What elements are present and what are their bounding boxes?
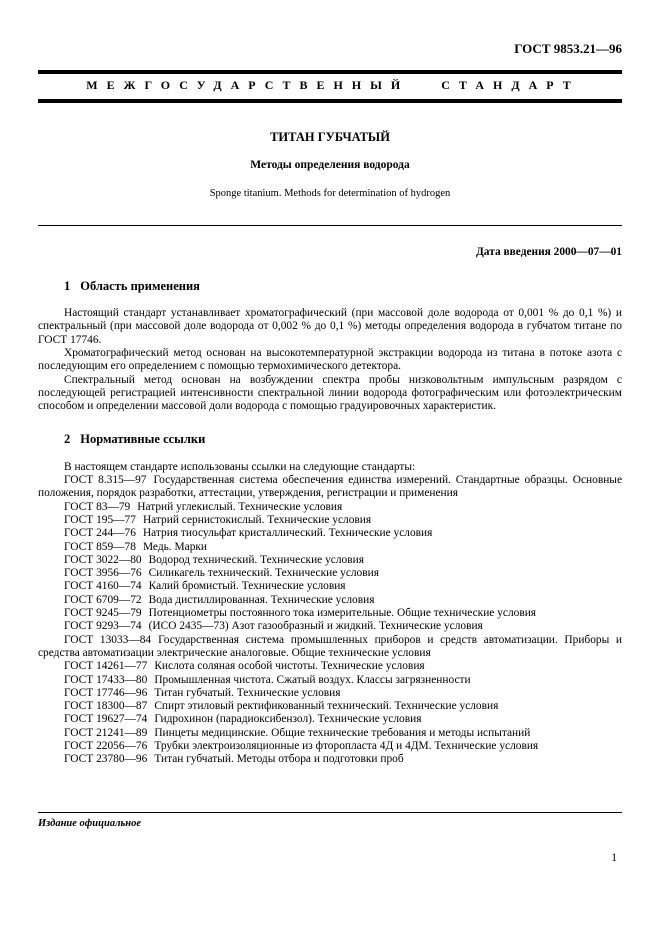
reference-title: Спирт этиловый ректификованный технический. Технические условия xyxy=(154,700,499,713)
section-2-heading xyxy=(64,433,622,446)
reference-item xyxy=(38,687,622,700)
reference-title: Водород технический. Технические условия xyxy=(148,553,364,566)
reference-item xyxy=(38,554,622,567)
reference-title: Кислота соляная особой чистоты. Технические условия xyxy=(154,660,425,673)
reference-code: ГОСТ 4160—74 xyxy=(64,580,142,593)
section-2-number: 2 xyxy=(64,432,71,447)
reference-code: ГОСТ 3022—80 xyxy=(64,553,142,566)
document-subtitle: Методы определения водорода xyxy=(250,158,410,171)
document-subtitle-english: Sponge titanium. Methods for determination of hydrogen xyxy=(209,188,451,200)
reference-item xyxy=(38,740,622,753)
reference-item xyxy=(38,567,622,580)
reference-title: Потенциометры постоянного тока измерительные. Общие технические условия xyxy=(148,607,537,620)
reference-code: ГОСТ 19627—74 xyxy=(64,713,148,726)
document-title: ТИТАН ГУБЧАТЫЙ xyxy=(270,129,390,144)
reference-title: Титан губчатый. Технические условия xyxy=(154,686,341,699)
page-number: 1 xyxy=(611,852,617,864)
reference-code: ГОСТ 18300—87 xyxy=(64,700,148,713)
scope-paragraph: Хроматографический метод основан на высокотемпературной экстракции водорода из титана в потоке азота с последующим его определением с помощью термохимического детектора. xyxy=(38,346,622,373)
scope-paragraphs xyxy=(38,307,622,413)
reference-item xyxy=(38,660,622,673)
reference-item xyxy=(38,594,622,607)
reference-code: ГОСТ 17433—80 xyxy=(64,673,148,686)
reference-code: ГОСТ 17746—96 xyxy=(64,686,148,699)
reference-item xyxy=(38,474,622,501)
section-1-heading xyxy=(64,280,622,293)
reference-item xyxy=(38,700,622,713)
reference-code: ГОСТ 3956—76 xyxy=(64,567,142,580)
reference-title: Промышленная чистота. Сжатый воздух. Классы загрязненности xyxy=(154,673,471,686)
reference-title: Вода дистиллированная. Технические условия xyxy=(148,593,375,606)
reference-item xyxy=(38,713,622,726)
reference-title: Натрий углекислый. Технические условия xyxy=(137,500,343,513)
reference-title: Силикагель технический. Технические условия xyxy=(148,567,379,580)
reference-title: Государственная система обеспечения единства измерений. Стандартные образцы. Основные положения, порядок разработки, аттестации, утверждения, регистрации и применения xyxy=(38,474,623,500)
reference-code: ГОСТ 9245—79 xyxy=(64,607,142,620)
footer-divider xyxy=(38,812,622,813)
reference-title: Медь. Марки xyxy=(142,540,208,553)
reference-code: ГОСТ 6709—72 xyxy=(64,593,142,606)
reference-item xyxy=(38,607,622,620)
references-list xyxy=(38,474,622,767)
reference-item xyxy=(38,527,622,540)
reference-title: Калий бромистый. Технические условия xyxy=(148,580,346,593)
scope-paragraph: Спектральный метод основан на возбуждении спектра пробы низковольтным импульсным разрядом с последующей регистрацией интенсивности спектральной линии водорода фотографическим или фотоэлектрическим способом и определении массовой доли водорода с помощью градуировочных характеристик. xyxy=(38,373,622,413)
reference-code: ГОСТ 23780—96 xyxy=(64,753,148,766)
page-footer xyxy=(38,812,622,830)
effective-date: Дата введения 2000—07—01 xyxy=(475,246,622,259)
scope-paragraph: Настоящий стандарт устанавливает хроматографический (при массовой доле водорода от 0,001 % до 0,1 %) и спектральный (при массовой доле водорода от 0,002 % до 0,1 %) методы определения водорода в губчатом титане по ГОСТ 17746. xyxy=(38,307,622,346)
reference-code: ГОСТ 244—76 xyxy=(64,527,136,540)
reference-code: ГОСТ 22056—76 xyxy=(64,739,148,752)
reference-title: Трубки электроизоляционные из фторопласта 4Д и 4ДМ. Технические условия xyxy=(154,739,539,752)
header-divider xyxy=(38,225,622,226)
section-1-label: Область применения xyxy=(80,278,200,293)
reference-title: Гидрохинон (парадиоксибензол). Технические условия xyxy=(154,713,422,726)
section-1-number: 1 xyxy=(64,278,71,293)
reference-item xyxy=(38,674,622,687)
reference-code: ГОСТ 195—77 xyxy=(64,513,136,526)
reference-code: ГОСТ 8.315—97 xyxy=(64,474,147,487)
interstate-standard-banner: МЕЖГОСУДАРСТВЕННЫЙ СТАНДАРТ xyxy=(38,70,622,102)
reference-code: ГОСТ 21241—89 xyxy=(64,726,148,739)
reference-title: Титан губчатый. Методы отбора и подготовки проб xyxy=(154,753,404,766)
reference-title: Натрий сернистокислый. Технические условия xyxy=(142,513,372,526)
reference-code: ГОСТ 9293—74 xyxy=(64,620,142,633)
reference-code: ГОСТ 13033—84 xyxy=(64,633,152,646)
standard-number: ГОСТ 9853.21—96 xyxy=(514,41,622,56)
reference-title: Пинцеты медицинские. Общие технические требования и методы испытаний xyxy=(154,726,531,739)
edition-note: Издание официальное xyxy=(38,818,142,829)
reference-item xyxy=(38,541,622,554)
reference-title: Натрия тиосульфат кристаллический. Технические условия xyxy=(142,527,433,540)
reference-title: (ИСО 2435—73) Азот газообразный и жидкий. Технические условия xyxy=(148,620,483,633)
section-2-label: Нормативные ссылки xyxy=(80,432,206,447)
reference-item xyxy=(38,514,622,527)
reference-title: Государственная система промышленных приборов и средств автоматизации. Приборы и средства автоматизации электрические аналоговые. Общие технические условия xyxy=(38,633,623,659)
reference-item xyxy=(38,727,622,740)
reference-item xyxy=(38,580,622,593)
references-intro: В настоящем стандарте использованы ссылки на следующие стандарты: xyxy=(64,460,416,473)
reference-item xyxy=(38,634,622,661)
reference-code: ГОСТ 859—78 xyxy=(64,540,136,553)
reference-item xyxy=(38,501,622,514)
reference-item xyxy=(38,753,622,766)
reference-code: ГОСТ 14261—77 xyxy=(64,660,148,673)
reference-item xyxy=(38,620,622,633)
reference-code: ГОСТ 83—79 xyxy=(64,500,131,513)
